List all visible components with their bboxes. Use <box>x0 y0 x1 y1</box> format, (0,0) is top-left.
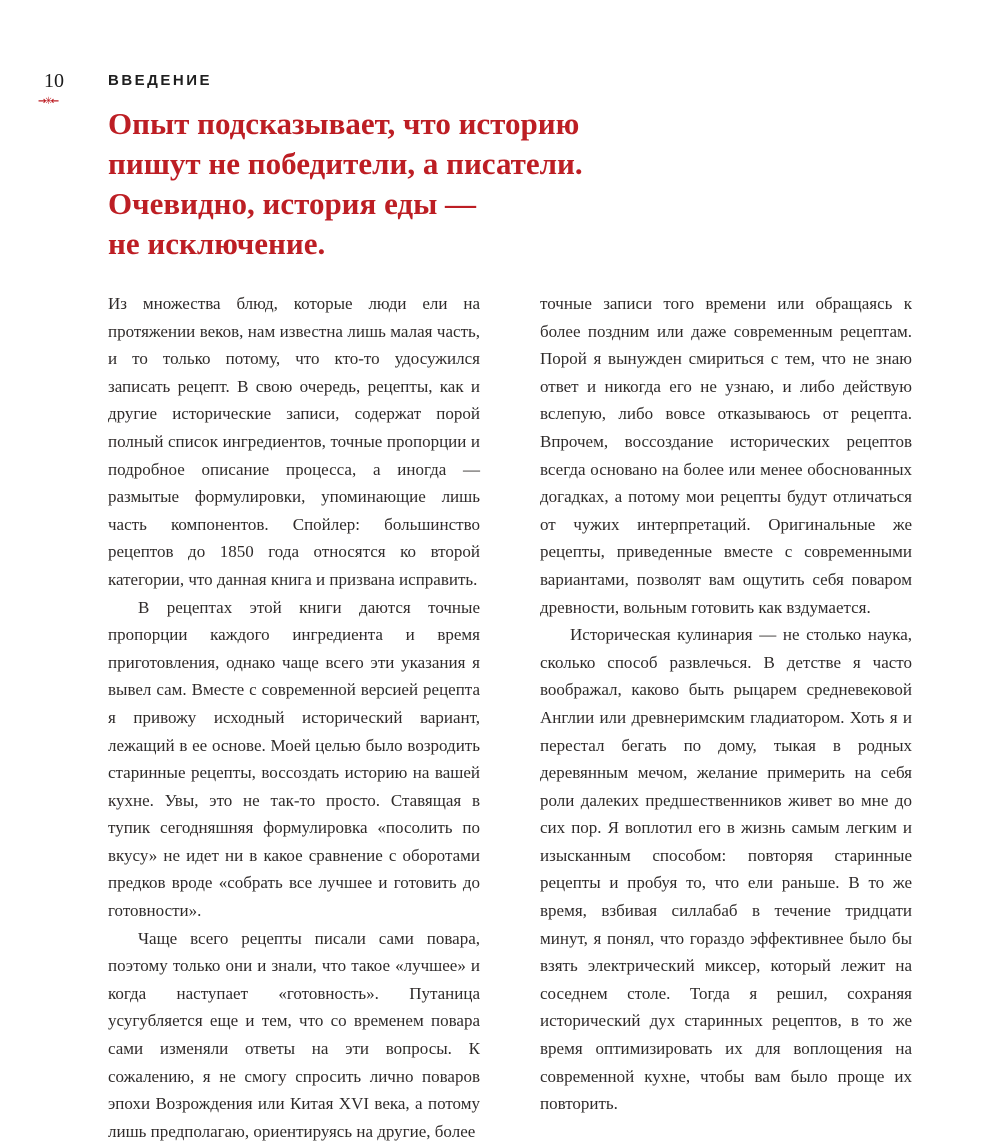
left-column <box>108 290 480 1145</box>
section-label: ВВЕДЕНИЕ <box>108 72 212 89</box>
heading-line-2: пишут не победители, а писатели. <box>108 146 583 181</box>
paragraph: Историческая кулинария — не столько наука, сколько способ развлечься. В детстве я часто воображал, каково быть рыцарем средневековой Англии или древнеримским гладиатором. Хоть я и перестал бегать по дому, тыкая в родных деревянным мечом, желание примерить на себя роли далеких предшественников живет во мне до сих пор. Я воплотил его в жизнь самым легким и изысканным способом: повторяя старинные рецепты и пробуя то, что ели раньше. В то же время, взбивая силлабаб в течение тридцати минут, я понял, что гораздо эффективнее было бы взять электрический миксер, который лежит на соседнем столе. Тогда я решил, сохраняя исторический дух старинных рецептов, в то же время оптимизировать их для воплощения на современной кухне, чтобы вам было проще их повторить. <box>540 625 912 1114</box>
paragraph: точные записи того времени или обращаясь к более поздним или даже современным рецептам. Порой я вынужден смириться с тем, что не знаю ответ и никогда его не узнаю, и либо действую вслепую, либо вовсе отказываюсь от рецепта. Впрочем, воссоздание исторических рецептов всегда основано на более или менее обоснованных догадках, а потому мои рецепты будут отличаться от чужих интерпретаций. Оригинальные же рецепты, приведенные вместе с современными вариантами, позволят вам ощутить себя поваром древности, вольным готовить как вздумается. <box>540 294 912 617</box>
paragraph: Из множества блюд, которые люди ели на протяжении веков, нам известна лишь малая часть, и то только потому, что кто-то удосужился записать рецепт. В свою очередь, рецепты, как и другие исторические записи, содержат порой полный список ингредиентов, точные пропорции и подробное описание процесса, а иногда — размытые формулировки, упоминающие лишь часть компонентов. Спойлер: большинство рецептов до 1850 года относятся ко второй категории, что данная книга и призвана исправить. <box>108 294 480 589</box>
heading-line-1: Опыт подсказывает, что историю <box>108 106 580 141</box>
heading-line-3: Очевидно, история еды — <box>108 186 477 221</box>
right-column <box>540 290 912 1145</box>
text-columns <box>108 290 912 1145</box>
page-number: 10 <box>44 70 64 92</box>
paragraph: Чаще всего рецепты писали сами повара, поэтому только они и знали, что такое «лучшее» и когда наступает «готовность». Путаница усугубляется еще и тем, что со временем повара сами изменяли ответы на эти вопросы. К сожалению, я не смогу спросить лично поваров эпохи Возрождения или Китая XVI века, а потому лишь предполагаю, ориентируясь на другие, более <box>108 928 480 1141</box>
paragraph: В рецептах этой книги даются точные пропорции каждого ингредиента и время приготовления, однако чаще всего эти указания я вывел сам. Вместе с современной версией рецепта я привожу исходный исторический вариант, лежащий в ее основе. Моей целью было возродить старинные рецепты, воссоздать историю на вашей кухне. Увы, это не так-то просто. Ставящая в тупик сегодняшняя формулировка «посолить по вкусу» не идет ни в какое сравнение с оборотами предков вроде «собрать все лучшее и готовить до готовности». <box>108 597 480 921</box>
chapter-heading <box>108 104 768 264</box>
ornament-icon: →✳← <box>38 96 58 107</box>
heading-line-4: не исключение. <box>108 226 326 261</box>
